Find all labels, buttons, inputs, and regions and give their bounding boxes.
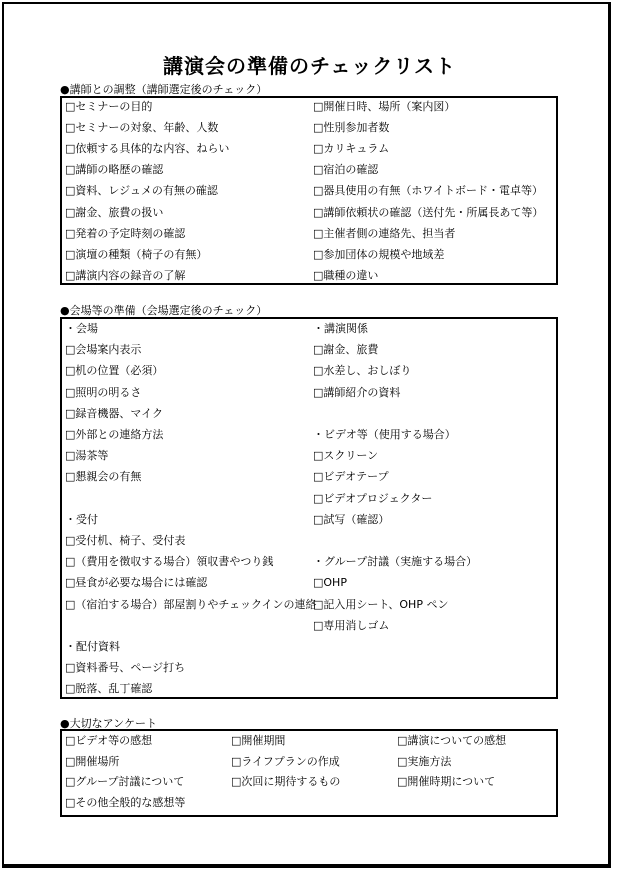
checklist-item[interactable]: □受付机、椅子、受付表 (65, 534, 186, 547)
subsection-label: ・受付 (65, 512, 98, 526)
checklist-item[interactable]: □机の位置（必須） (65, 364, 164, 378)
checklist-item[interactable]: □謝金、旅費 (313, 343, 379, 357)
checklist-item[interactable]: □次回に期待するもの (231, 775, 341, 788)
checklist-item[interactable]: □脱落、乱丁確認 (65, 682, 153, 696)
checklist-item[interactable]: □主催者側の連絡先、担当者 (313, 226, 456, 240)
lecturer-checklist-box (60, 96, 558, 285)
subsection-label: ・ビデオ等（使用する場合） (313, 428, 456, 441)
checklist-item[interactable]: □その他全般的な感想等 (65, 795, 186, 809)
checklist-item[interactable]: □（費用を徴収する場合）領収書やつり銭 (65, 555, 274, 569)
checklist-item[interactable]: □発着の予定時刻の確認 (65, 226, 186, 240)
subsection-label: ・講演関係 (313, 322, 368, 335)
checklist-item[interactable]: □グループ討議について (65, 775, 185, 788)
checklist-item[interactable]: □講師依頼状の確認（送付先・所属長あて等） (313, 205, 544, 219)
checklist-item[interactable]: □録音機器、マイク (65, 406, 163, 420)
checklist-item[interactable]: □セミナーの対象、年齢、人数 (65, 121, 219, 135)
checklist-item[interactable]: □スクリーン (313, 449, 379, 463)
section-heading-survey: ●大切なアンケート (60, 717, 157, 730)
checklist-item[interactable]: □ライフプランの作成 (231, 754, 340, 768)
subsection-label: ・会場 (65, 322, 98, 335)
subsection-label: ・グループ討議（実施する場合） (313, 555, 478, 569)
checklist-item[interactable]: □性別参加者数 (313, 121, 390, 135)
checklist-item[interactable]: □試写（確認） (313, 512, 390, 526)
checklist-item[interactable]: □資料番号、ページ打ち (65, 661, 186, 675)
checklist-item[interactable]: □開催時期について (397, 775, 496, 788)
checklist-item[interactable]: □講演についての感想 (397, 734, 507, 747)
checklist-item[interactable]: □実施方法 (397, 754, 452, 768)
subsection-label: ・配付資料 (65, 640, 120, 653)
checklist-item[interactable]: □宿泊の確認 (313, 163, 379, 177)
checklist-item[interactable]: □（宿泊する場合）部屋割りやチェックインの連絡 (65, 597, 317, 611)
checklist-item[interactable]: □記入用シート、OHP ペン (313, 597, 449, 611)
checklist-item[interactable]: □専用消しゴム (313, 618, 390, 632)
checklist-item[interactable]: □演壇の種類（椅子の有無） (65, 247, 208, 261)
checklist-item[interactable]: □開催日時、場所（案内図） (313, 100, 456, 113)
checklist-item[interactable]: □謝金、旅費の扱い (65, 205, 164, 219)
checklist-item[interactable]: □器具使用の有無（ホワイトボード・電卓等） (313, 184, 544, 198)
checklist-item[interactable]: □外部との連絡方法 (65, 428, 164, 441)
checklist-item[interactable]: □セミナーの目的 (65, 100, 153, 113)
survey-checklist-box (60, 729, 558, 817)
checklist-item[interactable]: □ビデオプロジェクター (313, 491, 433, 505)
checklist-item[interactable]: □ビデオテープ (313, 470, 389, 484)
checklist-item[interactable]: □参加団体の規模や地域差 (313, 247, 445, 261)
checklist-item[interactable]: □職種の違い (313, 268, 379, 282)
venue-checklist-box (60, 317, 558, 699)
checklist-item[interactable]: □開催期間 (231, 734, 286, 747)
checklist-item[interactable]: □懇親会の有無 (65, 470, 142, 484)
checklist-item[interactable]: □照明の明るさ (65, 385, 142, 399)
checklist-item[interactable]: □講演内容の録音の了解 (65, 268, 186, 282)
checklist-item[interactable]: □湯茶等 (65, 449, 109, 463)
checklist-item[interactable]: □ビデオ等の感想 (65, 734, 153, 747)
checklist-item[interactable]: □水差し、おしぼり (313, 364, 412, 378)
checklist-item[interactable]: □OHP (313, 576, 347, 590)
page-title: 講演会の準備のチェックリスト (163, 54, 456, 78)
checklist-item[interactable]: □依頼する具体的な内容、ねらい (65, 142, 230, 156)
section-heading-venue: ●会場等の準備（会場選定後のチェック） (60, 304, 268, 317)
checklist-item[interactable]: □会場案内表示 (65, 343, 142, 357)
checklist-item[interactable]: □講師の略歴の確認 (65, 163, 164, 177)
section-heading-lecturer: ●講師との調整（講師選定後のチェック） (60, 83, 268, 96)
checklist-item[interactable]: □昼食が必要な場合には確認 (65, 576, 208, 590)
checklist-item[interactable]: □カリキュラム (313, 142, 390, 156)
checklist-item[interactable]: □資料、レジュメの有無の確認 (65, 184, 218, 198)
checklist-item[interactable]: □開催場所 (65, 754, 120, 768)
checklist-item[interactable]: □講師紹介の資料 (313, 385, 401, 399)
